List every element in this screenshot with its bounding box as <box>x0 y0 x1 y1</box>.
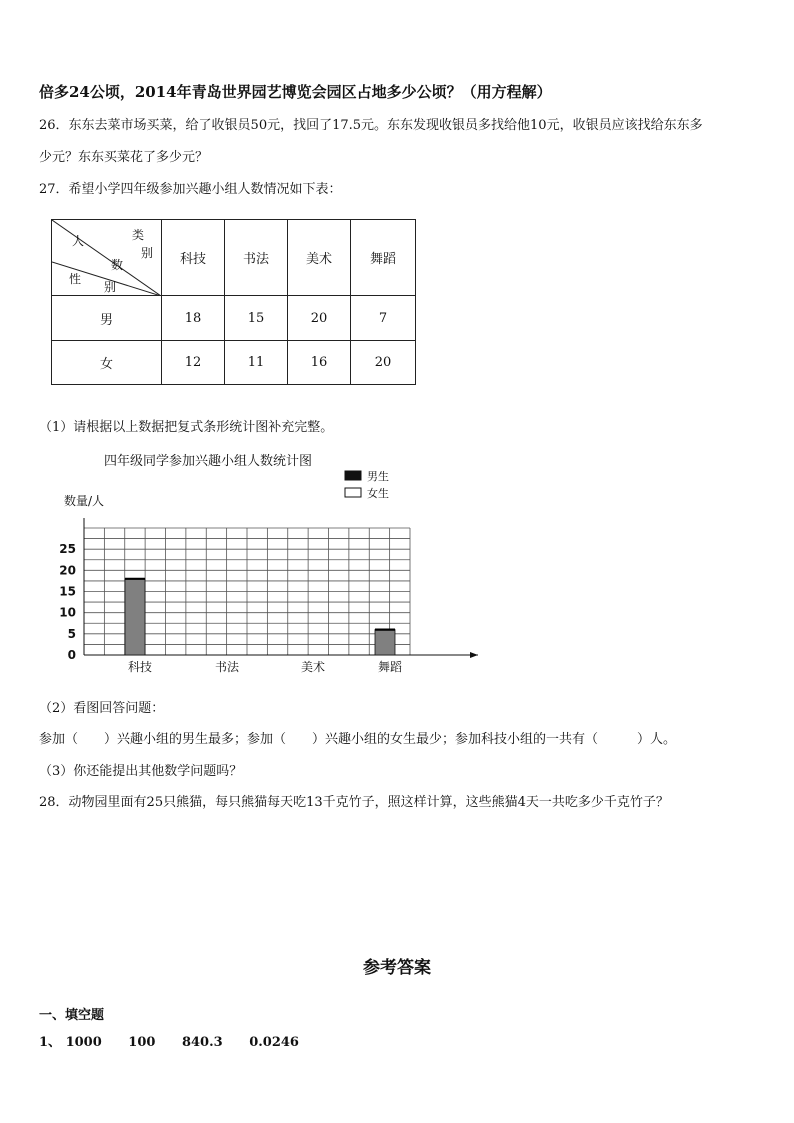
y-tick-label: 0 <box>67 648 76 662</box>
x-tick-label: 科技 <box>127 660 153 674</box>
q26-line2: 少元？东东买菜花了多少元？ <box>39 150 209 165</box>
cell: 7 <box>351 296 416 341</box>
bar-chart <box>60 450 490 680</box>
q25-tail: 倍多24公顷，2014年青岛世界园艺博览会园区占地多少公顷？（用方程解） <box>39 83 552 101</box>
table-row <box>52 341 416 385</box>
y-tick-label: 10 <box>60 605 76 620</box>
cell: 20 <box>288 296 351 341</box>
table-corner-cell <box>52 220 162 296</box>
y-tick-label: 20 <box>60 563 76 578</box>
q27-intro: 27．希望小学四年级参加兴趣小组人数情况如下表： <box>39 182 342 197</box>
bar-male-0 <box>125 579 145 655</box>
answer-value: 100 <box>128 1035 156 1050</box>
cell: 18 <box>162 296 225 341</box>
row-label-female: 女 <box>52 341 162 385</box>
bar-chart-svg <box>60 450 490 680</box>
table-row <box>52 296 416 341</box>
corner-bie1: 别 <box>141 246 154 260</box>
x-tick-label: 舞蹈 <box>377 660 403 674</box>
header-keji: 科技 <box>162 220 225 296</box>
y-tick-label: 25 <box>60 542 76 557</box>
answer-1-label: 1、 <box>39 1035 62 1050</box>
corner-bie2: 别 <box>104 280 117 294</box>
x-tick-label: 书法 <box>214 660 240 674</box>
cell: 15 <box>225 296 288 341</box>
x-axis-arrow <box>470 652 478 658</box>
cell: 16 <box>288 341 351 385</box>
q28: 28．动物园里面有25只熊猫，每只熊猫每天吃13千克竹子，照这样计算，这些熊猫4天一共吃多少千克竹子？ <box>39 795 669 810</box>
chart-title: 四年级同学参加兴趣小组人数统计图 <box>104 454 313 469</box>
answer-value: 840.3 <box>181 1035 223 1050</box>
corner-lei: 类 <box>132 228 145 242</box>
corner-shu: 数 <box>111 258 124 272</box>
header-meishu: 美术 <box>288 220 351 296</box>
corner-ren: 人 <box>72 234 85 248</box>
row-label-male: 男 <box>52 296 162 341</box>
header-wudao: 舞蹈 <box>351 220 416 296</box>
cell: 20 <box>351 341 416 385</box>
header-shufa: 书法 <box>225 220 288 296</box>
answer-1 <box>39 1031 321 1050</box>
answer-value: 0.0246 <box>249 1035 299 1050</box>
answers-title: 参考答案 <box>363 958 431 978</box>
x-tick-label: 美术 <box>300 660 326 674</box>
bar-male-3 <box>375 630 395 655</box>
legend-label-0: 男生 <box>367 470 389 483</box>
q27-part2: （2）看图回答问题： <box>39 701 165 716</box>
section-fill-blank: 一、填空题 <box>39 1008 105 1023</box>
answer-value: 1000 <box>65 1035 102 1050</box>
legend-label-1: 女生 <box>367 487 389 500</box>
y-axis-label: 数量/人 <box>64 494 105 508</box>
q27-fill-blanks: 参加（ ）兴趣小组的男生最多；参加（ ）兴趣小组的女生最少；参加科技小组的一共有（ ）人。 <box>39 732 677 747</box>
cell: 12 <box>162 341 225 385</box>
q27-part1: （1）请根据以上数据把复式条形统计图补充完整。 <box>39 420 334 435</box>
y-tick-label: 15 <box>60 584 76 599</box>
q27-part3: （3）你还能提出其他数学问题吗？ <box>39 764 243 779</box>
corner-xing: 性 <box>69 272 82 286</box>
q26-line1: 26．东东去菜市场买菜，给了收银员50元，找回了17.5元。东东发现收银员多找给他10元，收银员应该找给东东多 <box>39 118 703 133</box>
interest-group-table <box>51 219 416 385</box>
legend-swatch-0 <box>345 471 361 480</box>
cell: 11 <box>225 341 288 385</box>
y-tick-label: 5 <box>67 626 76 641</box>
legend-swatch-1 <box>345 488 361 497</box>
